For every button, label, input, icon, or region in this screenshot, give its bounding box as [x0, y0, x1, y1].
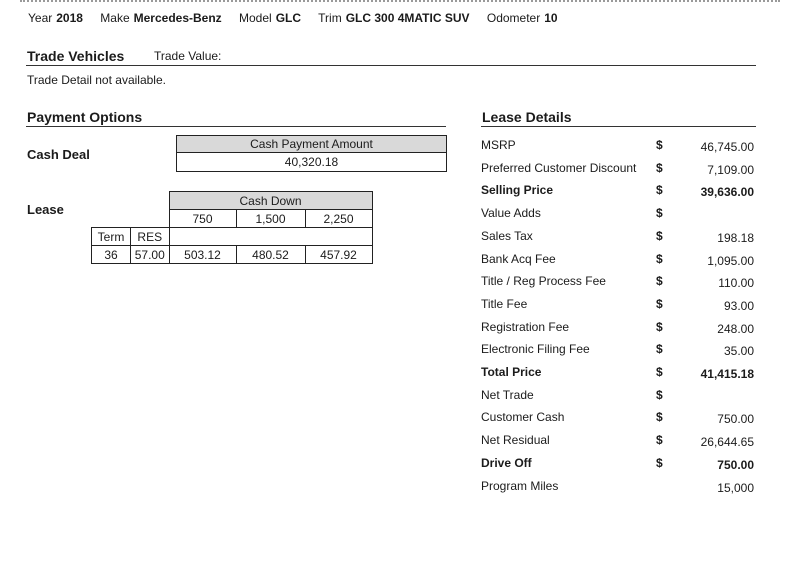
- cash-deal-label: Cash Deal: [27, 147, 90, 162]
- payment-options-title: Payment Options: [27, 109, 143, 125]
- currency-symbol: $: [656, 160, 663, 175]
- currency-symbol: $: [656, 387, 663, 402]
- lease-detail-row: [481, 297, 757, 317]
- currency-symbol: $: [656, 206, 663, 221]
- lease-detail-amount: 750.00: [717, 457, 754, 472]
- cash-down-header: Cash Down: [169, 192, 372, 210]
- lease-payment: 457.92: [305, 246, 372, 264]
- trim-value: GLC 300 4MATIC SUV: [345, 11, 470, 25]
- lease-detail-label: Drive Off: [481, 455, 532, 470]
- currency-symbol: $: [656, 138, 663, 152]
- res-value: 57.00: [131, 246, 170, 264]
- lease-payment: 503.12: [169, 246, 236, 264]
- lease-detail-label: Net Residual: [481, 433, 550, 448]
- cash-down-option: 2,250: [305, 210, 372, 228]
- trade-divider: [26, 65, 756, 66]
- lease-detail-amount: 110.00: [718, 276, 754, 291]
- lease-detail-row: [481, 161, 757, 181]
- lease-details-title: Lease Details: [482, 109, 572, 125]
- lease-detail-row: [481, 365, 757, 385]
- model-label: Model: [239, 11, 272, 25]
- lease-detail-amount: 93.00: [723, 298, 754, 313]
- lease-detail-row: [481, 320, 757, 340]
- cash-payment-amount: 40,320.18: [177, 153, 447, 172]
- currency-symbol: $: [656, 296, 663, 311]
- make-label: Make: [100, 11, 130, 25]
- currency-symbol: $: [656, 228, 663, 243]
- currency-symbol: $: [656, 455, 663, 470]
- currency-symbol: $: [656, 433, 663, 448]
- currency-symbol: $: [656, 342, 663, 357]
- cash-payment-header: Cash Payment Amount: [177, 136, 447, 153]
- term-value: 36: [92, 246, 131, 264]
- currency-symbol: $: [656, 183, 663, 198]
- lease-detail-row: [481, 388, 757, 408]
- lease-detail-label: Title / Reg Process Fee: [481, 274, 606, 289]
- lease-payment: 480.52: [236, 246, 305, 264]
- lease-detail-row: [481, 206, 757, 226]
- make-value: Mercedes-Benz: [133, 11, 222, 25]
- lease-detail-label: Value Adds: [481, 206, 541, 221]
- lease-detail-label: Program Miles: [481, 478, 559, 493]
- lease-detail-label: MSRP: [481, 138, 516, 152]
- currency-symbol: $: [656, 251, 663, 266]
- lease-detail-row: [481, 456, 757, 476]
- lease-detail-amount: 35.00: [723, 344, 754, 359]
- odometer-value: 10: [544, 11, 558, 25]
- res-header: RES: [131, 228, 170, 246]
- payment-options-divider: [26, 126, 446, 127]
- lease-detail-row: [481, 183, 757, 203]
- lease-detail-amount: 15,000: [717, 480, 754, 495]
- lease-detail-amount: 41,415.18: [700, 367, 754, 381]
- trade-vehicles-title: Trade Vehicles: [27, 48, 125, 64]
- trade-value-label: Trade Value:: [154, 49, 222, 63]
- cash-down-option: 1,500: [236, 210, 305, 228]
- trim-label: Trim: [318, 11, 342, 25]
- lease-detail-row: [481, 229, 757, 249]
- lease-detail-label: Bank Acq Fee: [481, 251, 556, 266]
- lease-detail-row: [481, 274, 757, 294]
- lease-detail-amount: 198.18: [717, 230, 754, 245]
- lease-detail-amount: 248.00: [717, 321, 754, 336]
- year-label: Year: [28, 11, 53, 25]
- year-value: 2018: [56, 11, 83, 25]
- scan-top-edge: [20, 0, 780, 5]
- lease-detail-row: [481, 342, 757, 362]
- lease-label: Lease: [27, 202, 64, 217]
- lease-details-divider: [481, 126, 756, 127]
- vehicle-summary: [28, 11, 572, 25]
- lease-detail-row: [481, 138, 757, 158]
- lease-detail-label: Total Price: [481, 365, 542, 379]
- currency-symbol: $: [656, 365, 663, 379]
- trade-detail-text: Trade Detail not available.: [27, 73, 166, 87]
- model-value: GLC: [275, 11, 302, 25]
- lease-detail-row: [481, 479, 757, 499]
- lease-detail-amount: 46,745.00: [700, 140, 754, 154]
- lease-detail-label: Registration Fee: [481, 319, 570, 334]
- lease-detail-amount: 26,644.65: [700, 435, 754, 450]
- lease-detail-amount: 39,636.00: [700, 185, 754, 200]
- lease-detail-amount: 750.00: [717, 412, 754, 427]
- odometer-label: Odometer: [486, 11, 541, 25]
- lease-detail-label: Customer Cash: [481, 410, 565, 425]
- lease-detail-row: [481, 410, 757, 430]
- lease-detail-row: [481, 433, 757, 453]
- lease-detail-amount: 1,095.00: [707, 253, 754, 268]
- term-header: Term: [92, 228, 131, 246]
- currency-symbol: $: [656, 319, 663, 334]
- lease-detail-label: Net Trade: [481, 387, 534, 402]
- lease-detail-label: Selling Price: [481, 183, 554, 198]
- currency-symbol: $: [656, 410, 663, 425]
- cash-payment-table: [176, 135, 447, 172]
- currency-symbol: $: [656, 274, 663, 289]
- lease-detail-label: Title Fee: [481, 296, 528, 311]
- lease-detail-label: Electronic Filing Fee: [481, 342, 590, 357]
- lease-detail-label: Preferred Customer Discount: [481, 160, 637, 175]
- lease-detail-label: Sales Tax: [481, 228, 533, 243]
- lease-detail-row: [481, 252, 757, 272]
- lease-detail-amount: 7,109.00: [707, 162, 754, 177]
- cash-down-option: 750: [169, 210, 236, 228]
- lease-payment-table: [91, 191, 373, 264]
